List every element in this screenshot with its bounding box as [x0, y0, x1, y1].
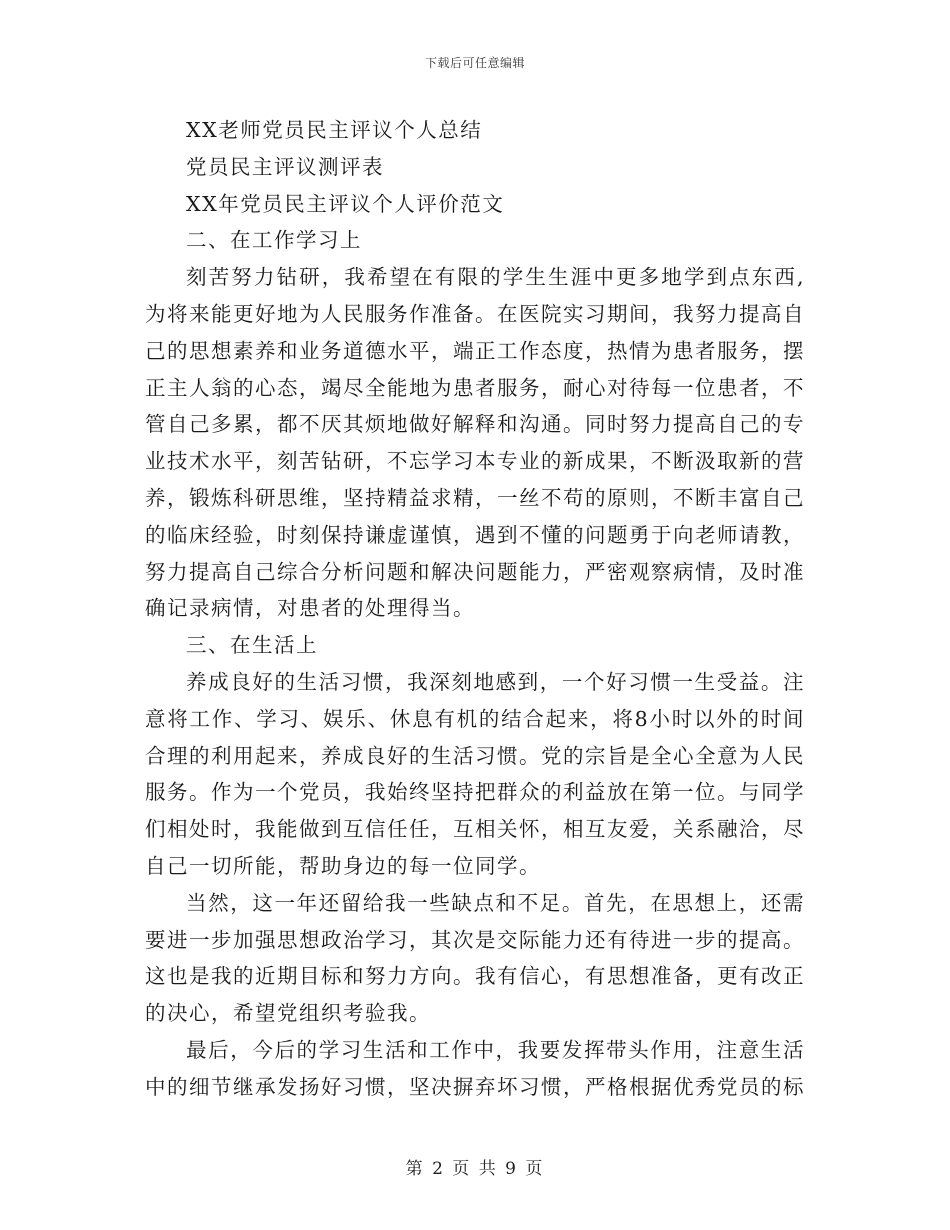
paragraph-conclusion: 最后，今后的学习生活和工作中，我要发挥带头作用，注意生活中的细节继承发扬好习惯，坚决摒弃坏习惯，严格根据优秀党员的标	[145, 1037, 805, 1099]
related-link-2[interactable]: 党员民主评议测评表	[186, 154, 384, 179]
section-heading-work-study: 二、在工作学习上	[186, 228, 362, 253]
paragraph-shortcomings: 当然，这一年还留给我一些缺点和不足。首先，在思想上，还需要进一步加强思想政治学习，其次是交际能力还有待进一步的提高。这也是我的近期目标和努力方向。我有信心，有思想准备，更有改正的决心，希望党组织考验我。	[145, 890, 805, 1026]
section-heading-life: 三、在生活上	[186, 633, 318, 658]
page-number: 第 2 页 共 9 页	[405, 1159, 545, 1179]
related-link-3[interactable]: XX年党员民主评议个人评价范文	[186, 191, 505, 216]
paragraph-life: 养成良好的生活习惯，我深刻地感到，一个好习惯一生受益。注意将工作、学习、娱乐、休息有机的结合起来，将8小时以外的时间合理的利用起来，养成良好的生活习惯。党的宗旨是全心全意为人民服务。作为一个党员，我始终坚持把群众的利益放在第一位。与同学们相处时，我能做到互信任任，互相关怀，相互友爱，关系融洽，尽自己一切所能，帮助身边的每一位同学。	[145, 669, 805, 878]
page-header-note: 下载后可任意编辑	[424, 56, 525, 70]
related-link-1[interactable]: XX老师党员民主评议个人总结	[186, 118, 483, 142]
paragraph-work-study: 刻苦努力钻研，我希望在有限的学生生涯中更多地学到点东西,为将来能更好地为人民服务作准备。在医院实习期间，我努力提高自己的思想素养和业务道德水平，端正工作态度，热情为患者服务，摆正主人翁的心态，竭尽全能地为患者服务，耐心对待每一位患者，不管自己多累，都不厌其烦地做好解释和沟通。同时努力提高自己的专业技术水平，刻苦钻研，不忘学习本专业的新成果，不断汲取新的营养，锻炼科研思维，坚持精益求精，一丝不苟的原则，不断丰富自己的临床经验，时刻保持谦虚谨慎，遇到不懂的问题勇于向老师请教，努力提高自己综合分析问题和解决问题能力，严密观察病情，及时准确记录病情，对患者的处理得当。	[145, 265, 805, 621]
document-body	[145, 112, 805, 1106]
